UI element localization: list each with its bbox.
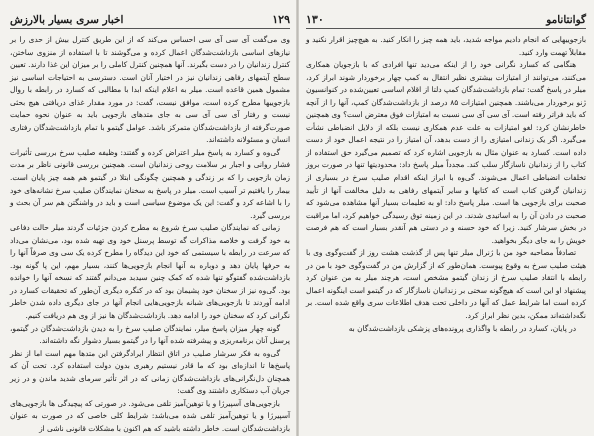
left-page-header (10, 8, 290, 29)
right-page (306, 8, 586, 428)
left-page (10, 8, 290, 433)
left-running-title: اخبار سری بسیار بالارزش (10, 14, 124, 26)
right-paragraph-1: بازجوییهایی که انجام دادیم مواجه شدید، باید همه چیز را انکار کنید. به هیچ‌چیز اقرار نکنید و مقابلاً تهمت وارد کنید. (306, 35, 586, 57)
right-running-title: گوانتانامو (546, 14, 586, 26)
left-paragraph-6: بازجویی‌های آسپیرژا و یا توهین‌آمیز تلقی می‌شود. در صورتی که پیچیدگی ها بازجویی‌های آسپیرژا و یا توهین‌آمیز تلقی شده می‌باشد: شرایط کلی خاصی که در صورت به عنوان بازداشت‌شدگان است. خاطر داشته باشید که هم اکنون با مشکلات قانونی ناشی از (10, 398, 290, 433)
book-gutter (296, 0, 299, 436)
right-page-number: ۱۳۰ (306, 13, 324, 26)
right-page-header (306, 8, 586, 29)
left-page-number: ۱۲۹ (272, 13, 290, 26)
left-paragraph-1: وی می‌گفت آی سی آی سی احساس می‌کند که از این طریق کنترل بیش از حدی را بر نیازهای اساسی بازداشت‌شدگان اعمال کرده و می‌گوشند تا با استفاده از منزوی ساختن، کنترل زندانیان را در دست بگیرند. آنها همچنین کنترل کاملی را بر میزان این غذا دارند. تعیین سطح آیتمهای رفاهی زندانیان نیز در اختیار آنان است. دسترسی به احتیاجات اساسی نیز مشمول همین قاعده است. میلر به اعلام اینکه ابدا با مطالبی که کسارد در رابطه با روال بازجوییها مطرح کرده است، موافق نیست، گفت: در مورد مقدار غذای دریافتی هیچ بحثی نیست و رفتار آی سی آی سی به جای متدهای بازجویی باید به عنوان نحوه حمایت صورت‌گرفته از بازداشت‌شدگان متمرکز باشد. عوامل گیتمو با تمام بازداشت‌شدگان رفتاری انسان و مسئولانه داشته‌اند. (10, 35, 290, 145)
left-paragraph-2: گی‌وه و کسارد به پاسخ میلر اعتراض کرده و گفتند: وظیفه صلیب سرخ بررسی تأثیرات فشار روانی و اجبار بر سلامت روحی زندانیان است. همچنین بررسی قانونی ناظر بر مدت زمان بازجویی را که بر زندگی و همچنین چگونگی ابتلا در گیتمو هم همه چیز پایان است. بیمار را یافتیم تر آسیب است. میلر در پاسخ به سخنان نمایندگان صلیب سرخ نشانه‌های خود را با اشاعه کرد و گفت: این یک موضوع سیاسی است و باید در واشنگتن هم سر آن بحث و بررسی گیرد. (10, 147, 290, 220)
right-paragraph-2: هنگامی که کسارد نگرانی خود را از اینکه می‌دید تنها افرادی که با بازجویان همکاری می‌کنند، می‌توانند از امتیازات بیشتری نظیر انتقال به کمپ چهار برخوردار شوند ابراز کرد، میلر در پاسخ گفت: تمام بازداشت‌شدگان کمپ دلتا از اقلام اساسی تعیین‌شده در کنوانسیون ژنو برخوردار می‌باشند. همچنین امتیازات ۸۵ درصد از بازداشت‌شدگان کمپ، آنها را از آنچه که باید فراتر رفته است. آی سی آی سی نسبت به امتیازات فوق معترض است؟ وی همچنین خاطرنشان کرد: لغو امتیازات به علت عدم همکاری نیست بلکه از دلایل انضباطی نشأت می‌گیرد. اگر یک زندانی امتیازی را از دست بدهد، آن امتیاز را در نتیجه اعمال خود از دست داده است. کسارد به عنوان مثال به بازجویی اشاره کرد که تصمیم می‌گیرد حق استفاده از کتاب را از زندانیان ناسازگار سلب کند. مجدداً میلر پاسخ داد: محدودیتها تنها در صورت بروز تخلفات انضباطی اعمال می‌شوند. گی‌وه با ابراز اینکه اقدام صلیب سرخ در بسیاری از زندانیان گرفتن کتاب است که کتابها و سایر آیتمهای رفاهی به دلیل مخالفت آنها از تأیید صحبت برای بازجویی ها است. میلر پاسخ داد: او به تعلیمات بسیار آنها مشاهده می‌شود که صحبت در دادن آن را به اساتیدی شدند. در این زمینه توق رسیدگی خواهیم کرد، اما مراقبت در بخش سرشار کنید. زیرا که خود حسنه و در دستی هم آنقدر بسیار است که هم فرصت خویش را به جای دیگر بخواهید. (306, 60, 586, 245)
right-paragraph-4: در پایان، کسارد در رابطه با واگذاری پرونده‌های پزشکی بازداشت‌شدگان به (348, 323, 576, 333)
left-page-body (10, 34, 290, 436)
left-paragraph-3: زمانی که نمایندگان صلیب سرخ شروع به مطرح کردن جزئیات گردند میلر حالت دفاعی به خود گرفت و خلاصه مذاکرات گه توسط پرسنل خود وی تهیه شده بود، می‌نشان می‌داد که سرعت در رابطه با سیستمی که خود این دیدگاه را مطرح کرده یک سی وی صرفاً آنها را به حرفها پایان دهد و دوباره به آنها انجام بازجویی‌ها کنند، بسیار مهم، این پا گونه بود. بازداشت‌شده گفتوگو تنها شده که کمک چنین سیدبد می‌دانم گفتند که نسخه آنها را خوانده بود. گی‌وه نیز از سخنان خود پشیمان بود که در کنگره دیگری آن‌طور که تحقیقات کسارد در ادامه آوردند تا بازجویی‌های شبانه بازجویی‌هایی انجام آنها در جای دیگری داده شدن خاطر نگرانی کرد که سخنان خود را ادامه دهد. بازداشت‌شدگان ها نیز از وی هم دریافت کنیم. (10, 223, 290, 321)
left-paragraph-4: گونه چهار میزان پاسخ میلر، نمایندگان صلیب سرخ را به دیدن بازداشت‌شدگان در گیتمو، پرسنل آنان برنامه‌ریزی و پیشرفته شده آنها را در گیتمو بسیار دشوار نگه داشته‌اند. (10, 323, 290, 346)
right-page-body (306, 34, 586, 335)
right-paragraph-3: تصادفاً مصاحبه خود من با ژنرال میلر تنها پس از گذشت هشت روز از گفت‌وگوی وی با هیئت صلیب سرخ به وقوع پیوست. همان‌طور که از گزارش من در گفت‌وگوی خود با من در رابطه با انتقاد صلیب سرخ از زندان گیتمو مشخص است، هرچند میلر به من عنوان کرد پیشنهاد او این است که هیچ‌گونه سختی بر زندانیان ناسازگار که در گیتمو است اینگونه اعمال کرده است اما شرایط عمل که آنها در داخلی تحت هدف اطلاعات سری واقع شده است. بر نگه‌داشته‌اند ممکن، بدین نظر ابراز کرد. (306, 248, 586, 321)
left-paragraph-5: گی‌وه به فکر سرشار صلیب در اتاق انتظار ایرادگرفتن این متدها مهم است اما از نظر پاسخ‌ها تا اندازه‌ای بود که ما قادر نیستیم رهبری بدون دولت استفاده کرد. تحت آن که همچنان دل‌نگرانی‌های بازداشت‌شدگان زمانی که در اثر تأثیر سرمای شدید ماندن و در زیر جریان آب دستکاری داشتند وی گفت: (10, 348, 290, 396)
